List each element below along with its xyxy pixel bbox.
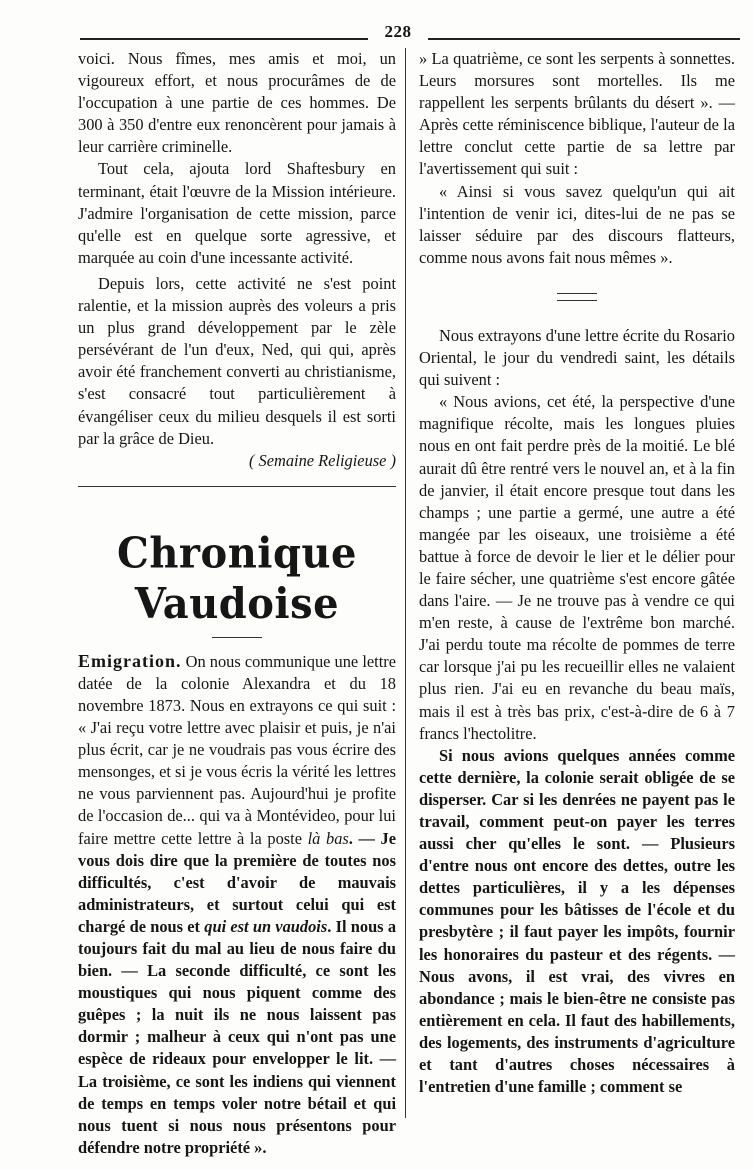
right-paragraph-4: « Nous avions, cet été, la perspective d'une magnifique récolte, mais les longues pluies nous en ont fait perdre près de la moitié. Le blé aurait dû être rentré vers le nouvel an, et à la fin de janvier, il était encore presque tout dans les champs ; une partie a germé, une autre a été mangée par les oiseaux, une troisième a été battue à force de devoir le lier et le délier pour le faire sécher, une quatrième s'est encore gâtée dans l'aire. — Je ne trouve pas à vendre ce qui m'en reste, à cause de l'extrême bon marché. J'ai perdu toute ma récolte de pommes de terre car lorsque j'ai pu les recueillir elles ne valaient plus rien. J'ai eu en revanche du beau maïs, mais il est à très bas prix, c'est-à-dire de 6 à 7 francs l'hectolitre. [419,392,735,743]
left-paragraph-3: Depuis lors, cette activité ne s'est point ralentie, et la mission auprès des voleurs a pris un plus grand développement par le zèle persévérant de l'un d'eux, Ned, qui qui, après avoir été franchement converti au christianisme, s'est consacré tout particulièrement à évangéliser ceux du milieu desquels il est sorti par la grâce de Dieu. [78,273,396,448]
emigration-paragraph [78,650,396,1159]
section-title: Chronique Vaudoise [117,528,357,629]
right-paragraph-2: « Ainsi si vous savez quelqu'un qui ait l'intention de venir ici, dites-lui de ne pas se laisser séduire par des discours flatteurs, comme nous avons fait nous mêmes ». [419,181,735,267]
left-column [78,48,396,1159]
right-column [419,48,735,1098]
emigration-vaudois: qui est un vaudois [204,916,328,936]
right-paragraph-5: Si nous avions quelques années comme cette dernière, la colonie serait obligée de se disperser. Car si les denrées ne payent pas le travail, comment peut-on payer les terres aussi cher qu'elles le sont. — Plusieurs d'entre nous ont encore des dettes, outre les dettes particulières, il y a les dépenses communes pour les bâtisses de l'école et du presbytère ; il faut payer les impôts, fournir les honoraires du pasteur et des régents. — Nous avons, il est vrai, des vivres en abondance ; mais le bien-être ne consiste pas entièrement en cela. Il faut des habillements, des logements, des instruments d'agriculture et tant d'autres choses nécessaires à l'entretien d'une famille ; comment se [419,745,735,1097]
left-paragraph-2: Tout cela, ajouta lord Shaftesbury en terminant, était l'œuvre de la Mission intérieure. J'admire l'organisation de cette mission, parce qu'elle est en quelque sorte agressive, et marquée au coin d'une incessante activité. [78,159,396,267]
left-paragraph-1: voici. Nous fîmes, mes amis et moi, un vigoureux effort, et nous procurâmes de de l'occupation à une partie de ces hommes. De 300 à 350 d'entre eux renoncèrent pour jamais à leur carrière criminelle. [78,49,396,157]
page-number: 228 [384,22,412,41]
emigration-text-3: . Il nous a toujours fait du mal au lieu de nous faire du bien. — La seconde difficulté, ce sont les moustiques qui nous piquent comme des guêpes ; la nuit ils ne nous laissent pas dormir ; malheur à ceux qui n'ont pas une espèce de rideaux pour envelopper le lit. — La troisième, ce sont les indiens qui viennent de temps en temps voler notre bétail et qui nous tuent si nous nous présentons pour défendre notre propriété ». [78,916,397,1157]
section-rule [78,486,396,487]
header-rule-left [80,38,368,40]
separator-rule [557,293,597,301]
column-divider [405,48,406,1118]
header-rule-right [428,38,740,40]
right-paragraph-1: » La quatrième, ce sont les serpents à sonnettes. Leurs morsures sont mortelles. Ils me rappellent les serpents brûlants du désert ». — Après cette réminiscence biblique, l'auteur de la lettre conclut cette partie de sa lettre par l'avertissement qui suit : [419,49,735,179]
emigration-text-1: On nous communique une lettre datée de la colonie Alexandra et du 18 novembre 1873. Nous en extrayons ce qui suit : « J'ai reçu votre lettre avec plaisir et puis, je n'ai plus écrit, car je ne voudrais pas vous écrire des mensonges, et si je vous écris la vérité les lettres ne vous parviennent pas. Aujourd'hui je profite de l'occasion de... qui va à Montévideo, pour lui faire mettre cette lettre à la poste [78,651,396,848]
emigration-heading: Emigration. [78,650,182,671]
right-paragraph-3: Nous extrayons d'une lettre écrite du Rosario Oriental, le jour du vendredi saint, les détails qui suivent : [419,325,735,390]
emigration-la-bas: là bas [307,828,349,848]
source-signature: ( Semaine Religieuse ) [248,450,396,470]
emigration-text-2: . — Je vous dois dire que la première de toutes nos difficultés, c'est d'avoir de mauvais administrateurs, et surtout celui qui est chargé de nous et [78,828,397,936]
